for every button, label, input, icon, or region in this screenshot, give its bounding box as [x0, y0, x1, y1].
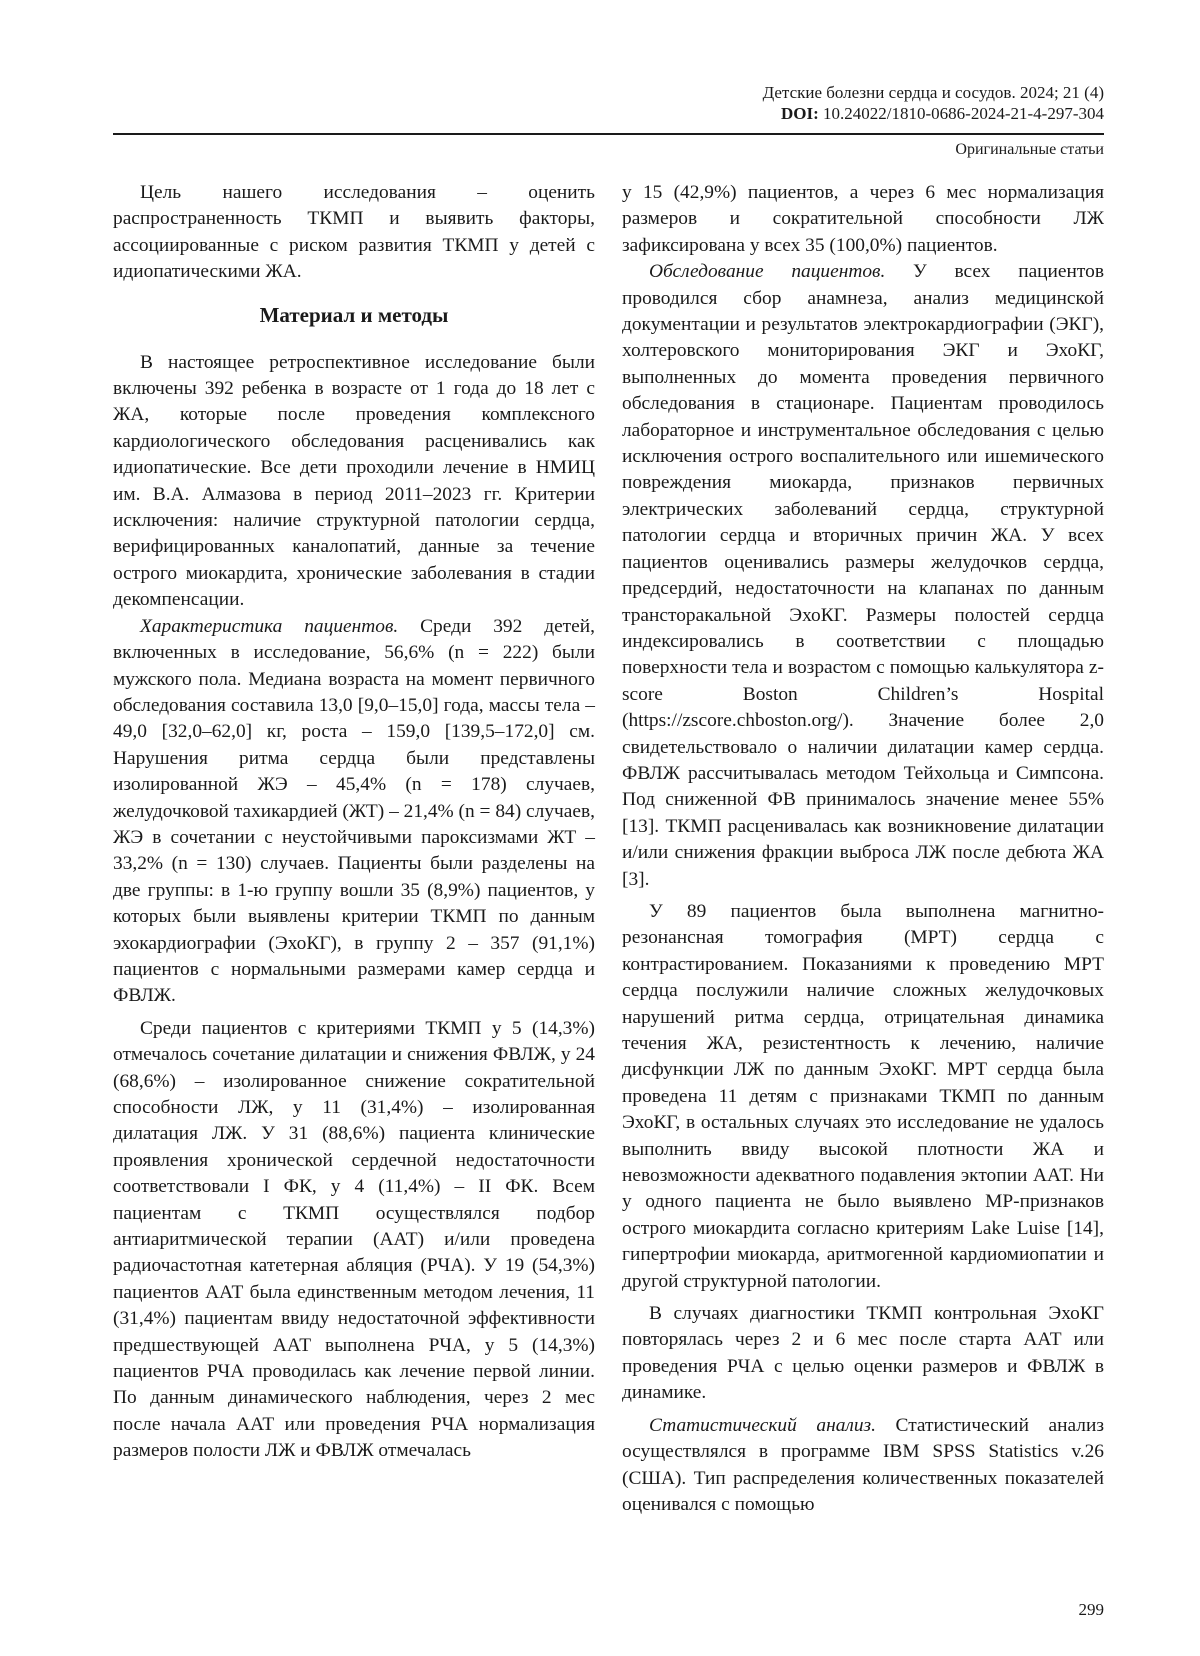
stats-text: Статистический анализ осуществлялся в программе IBM SPSS Statistics v.26 (США). Тип распределения количественных показателей оценивался с помощью: [622, 1414, 1104, 1515]
aim-paragraph: Цель нашего исследования – оценить распространенность ТКМП и выявить факторы, ассоциированные с риском развития ТКМП у детей с идиопатическими ЖА.: [113, 182, 595, 283]
journal-title: Детские болезни сердца и сосудов. 2024; 21 (4): [762, 83, 1104, 102]
doi-label: DOI:: [781, 104, 819, 123]
intro-paragraph: В настоящее ретроспективное исследование были включены 392 ребенка в возрасте от 1 года до 18 лет с ЖА, которые после проведения комплексного кардиологического обследования расценивались как идиопатические. Все дети проходили лечение в НМИЦ им. В.А. Алмазова в период 2011–2023 гг. Критерии исключения: наличие структурной патологии сердца, верифицированных каналопатий, данные за течение острого миокардита, хронические заболевания в стадии декомпенсации.: [113, 351, 595, 611]
right-column: [622, 180, 1104, 1518]
doi-line: [763, 103, 1104, 124]
exam-text: У всех пациентов проводился сбор анамнеза, анализ медицинской документации и результатов электрокардиографии (ЭКГ), холтеровского мониторирования ЭКГ и ЭхоКГ, выполненных до момента проведения первичного обследования в стационаре. Пациентам проводилось лабораторное и инструментальное обследования с целью исключения острого воспалительного или ишемического повреждения миокарда, признаков первичных электрических заболеваний сердца, структурной патологии сердца и вторичных причин ЖА. У всех пациентов оценивались размеры желудочков сердца, предсердий, недостаточности на клапанах по данным трансторакальной ЭхоКГ. Размеры полостей сердца индексировались в соответствии с площадью поверхности тела и возрастом с помощью калькулятора z-score Boston Children’s Hospital (https://zscore.chboston.org/). Значение более 2,0 свидетельствовало о наличии дилатации камер сердца. ФВЛЖ рассчитывалась методом Тейхольца и Симпсона. Под сниженной ФВ принималось значение менее 55% [13]. ТКМП расценивалась как возникновение дилатации и/или снижения фракции выброса ЛЖ после дебюта ЖА [3].: [622, 261, 1104, 890]
patients-lead: Характеристика пациентов.: [140, 615, 399, 637]
section-label: Оригинальные статьи: [955, 141, 1104, 158]
criteria-paragraph: Среди пациентов с критериями ТКМП у 5 (14,3%) отмечалось сочетание дилатации и снижения ФВЛЖ, у 24 (68,6%) – изолированное снижение сократительной способности ЛЖ, у 11 (31,4%) – изолированная дилатация ЛЖ. У 31 (88,6%) пациента клинические проявления хронической сердечной недостаточности соответствовали I ФК, у 4 (11,4%) – II ФК. Всем пациентам с ТКМП осуществлялся подбор антиаритмической терапии (ААТ) и/или проведена радиочастотная катетерная абляция (РЧА). У 19 (54,3%) пациентов ААТ была единственным методом лечения, 11 (31,4%) пациентам ввиду недостаточной эффективности предшествующей ААТ выполнена РЧА, у 5 (14,3%) пациентов РЧА проводилась как лечение первой линии. По данным динамического наблюдения, через 2 мес после начала ААТ или проведения РЧА нормализация размеров полости ЛЖ и ФВЛЖ отмечалась: [113, 1017, 595, 1462]
stats-lead: Статистический анализ.: [649, 1414, 876, 1436]
header-rule: [113, 133, 1104, 135]
continued-paragraph: у 15 (42,9%) пациентов, а через 6 мес нормализация размеров и сократительной способности ЛЖ зафиксирована у всех 35 (100,0%) пациентов.: [622, 182, 1104, 256]
stats-paragraph: [622, 1413, 1104, 1519]
left-column: [113, 180, 595, 1465]
followup-paragraph: В случаях диагностики ТКМП контрольная ЭхоКГ повторялась через 2 и 6 мес после старта ААТ или проведения РЧА с целью оценки размеров и ФВЛЖ в динамике.: [622, 1303, 1104, 1404]
page-number: 299: [1078, 1600, 1104, 1619]
running-header: [763, 82, 1104, 124]
mri-paragraph: У 89 пациентов была выполнена магнитно-резонансная томография (МРТ) сердца с контрастированием. Показаниями к проведению МРТ сердца послужили наличие сложных желудочковых нарушений ритма сердца, отрицательная динамика течения ЖА, резистентность к лечению, наличие дисфункции ЛЖ по данным ЭхоКГ. МРТ сердца была проведена 11 детям с признаками ТКМП по данным ЭхоКГ, в остальных случаях это исследование не удалось выполнить ввиду высокой плотности ЖА и невозможности адекватного подавления эктопии ААТ. Ни у одного пациента не было выявлено МР-признаков острого миокардита согласно критериям Lake Luise [14], гипертрофии миокарда, аритмогенной кардиомиопатии и другой структурной патологии.: [622, 900, 1104, 1292]
section-heading: Материал и методы: [259, 302, 449, 327]
patients-text: Среди 392 детей, включенных в исследование, 56,6% (n = 222) были мужского пола. Медиана возраста на момент первичного обследования составила 13,0 [9,0–15,0] года, массы тела – 49,0 [32,0–62,0] кг, роста – 159,0 [139,5–172,0] см. Нарушения ритма сердца были представлены изолированной ЖЭ – 45,4% (n = 178) случаев, желудочковой тахикардией (ЖТ) – 21,4% (n = 84) случаев, ЖЭ в сочетании с неустойчивыми пароксизмами ЖТ – 33,2% (n = 130) случаев. Пациенты были разделены на две группы: в 1-ю группу вошли 35 (8,9%) пациентов, у которых были выявлены критерии ТКМП по данным эхокардиографии (ЭхоКГ), в группу 2 – 357 (91,1%) пациентов с нормальными размерами камер сердца и ФВЛЖ.: [113, 615, 595, 1007]
exam-lead: Обследование пациентов.: [649, 261, 886, 283]
patients-paragraph: [113, 614, 595, 1010]
exam-paragraph: [622, 259, 1104, 893]
doi-value: 10.24022/1810-0686-2024-21-4-297-304: [823, 104, 1104, 123]
